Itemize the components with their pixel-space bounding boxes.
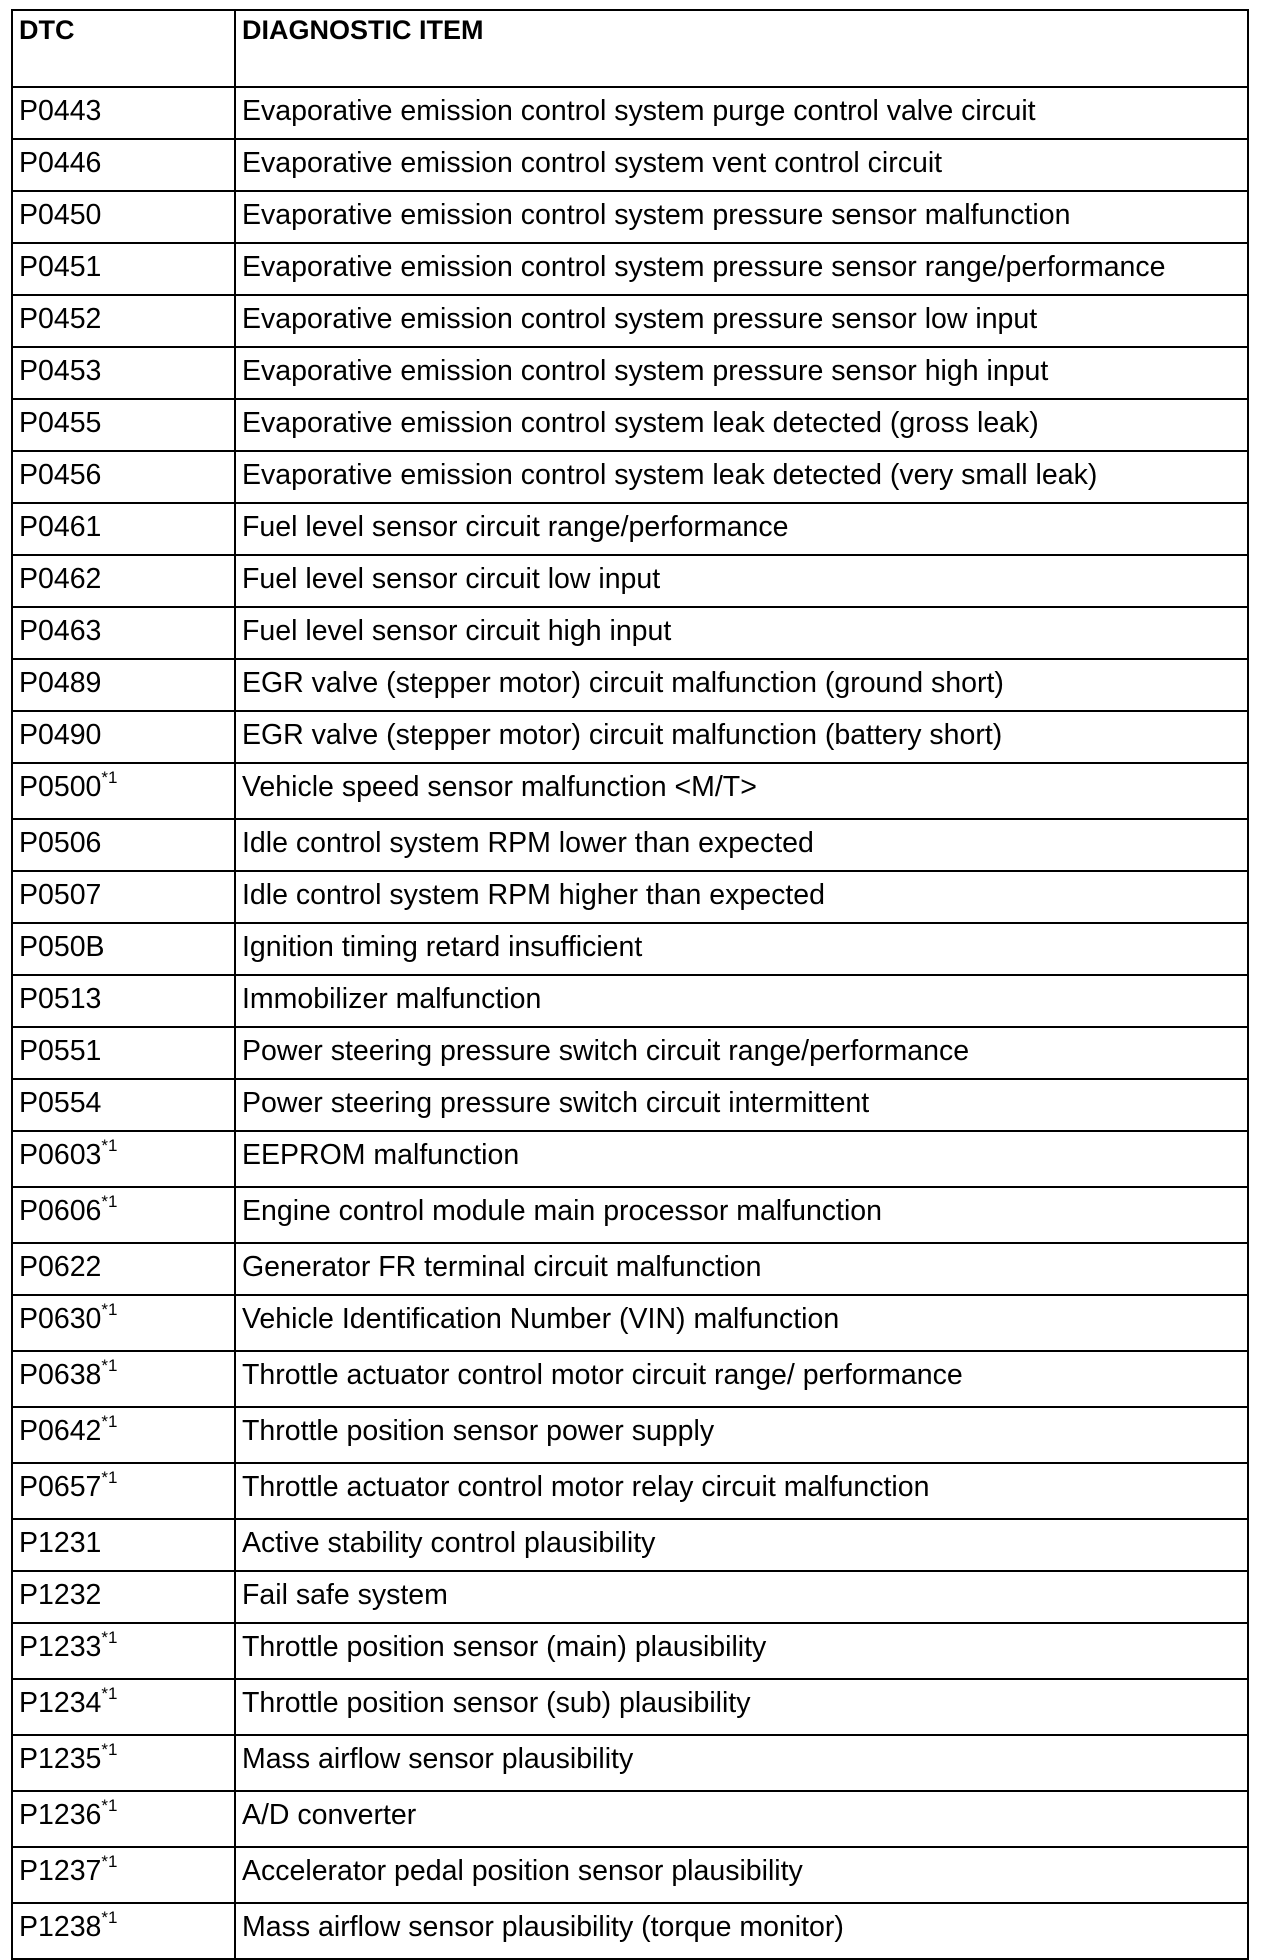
- dtc-code-cell: [12, 451, 235, 503]
- dtc-code-cell: [12, 1407, 235, 1463]
- dtc-code-cell: [12, 819, 235, 871]
- dtc-code: P0452: [19, 303, 102, 335]
- table-row: [12, 243, 1248, 295]
- table-row: [12, 711, 1248, 763]
- dtc-code: P0507: [19, 879, 102, 911]
- table-row: [12, 555, 1248, 607]
- dtc-code-cell: [12, 139, 235, 191]
- dtc-code-cell: [12, 1243, 235, 1295]
- dtc-code-cell: [12, 1463, 235, 1519]
- dtc-code: P0490: [19, 719, 102, 751]
- dtc-code: P1238: [19, 1911, 102, 1943]
- dtc-code-cell: [12, 975, 235, 1027]
- dtc-code: P1237: [19, 1855, 102, 1887]
- diagnostic-item-cell: Evaporative emission control system purge control valve circuit: [235, 87, 1248, 139]
- dtc-code-cell: [12, 1735, 235, 1791]
- dtc-table: [11, 9, 1249, 1960]
- dtc-code: P0446: [19, 147, 102, 179]
- table-row: [12, 659, 1248, 711]
- diagnostic-item-cell: Power steering pressure switch circuit intermittent: [235, 1079, 1248, 1131]
- table-row: [12, 871, 1248, 923]
- table-row: [12, 1463, 1248, 1519]
- footnote-marker: *1: [101, 1852, 118, 1871]
- footnote-marker: *1: [101, 1468, 118, 1487]
- dtc-code-cell: [12, 871, 235, 923]
- dtc-code: P0657: [19, 1471, 102, 1503]
- dtc-code: P1236: [19, 1799, 102, 1831]
- dtc-code: P0450: [19, 199, 102, 231]
- dtc-code-cell: [12, 1295, 235, 1351]
- dtc-code: P1233: [19, 1631, 102, 1663]
- diagnostic-item-cell: Fail safe system: [235, 1571, 1248, 1623]
- diagnostic-item-cell: Throttle actuator control motor relay circuit malfunction: [235, 1463, 1248, 1519]
- dtc-code: P0551: [19, 1035, 102, 1067]
- dtc-code-cell: [12, 1079, 235, 1131]
- footnote-marker: *1: [101, 1740, 118, 1759]
- diagnostic-item-cell: Fuel level sensor circuit low input: [235, 555, 1248, 607]
- table-row: [12, 347, 1248, 399]
- dtc-code-cell: [12, 763, 235, 819]
- dtc-code-cell: [12, 347, 235, 399]
- dtc-code-cell: [12, 295, 235, 347]
- diagnostic-item-cell: Power steering pressure switch circuit range/performance: [235, 1027, 1248, 1079]
- diagnostic-item-cell: Mass airflow sensor plausibility: [235, 1735, 1248, 1791]
- dtc-code: P0642: [19, 1415, 102, 1447]
- dtc-code: P0506: [19, 827, 102, 859]
- dtc-code: P0443: [19, 95, 102, 127]
- dtc-code: P0622: [19, 1251, 102, 1283]
- table-row: [12, 1187, 1248, 1243]
- dtc-code-cell: [12, 1351, 235, 1407]
- diagnostic-item-cell: EEPROM malfunction: [235, 1131, 1248, 1187]
- table-row: [12, 1243, 1248, 1295]
- diagnostic-item-cell: Evaporative emission control system vent control circuit: [235, 139, 1248, 191]
- dtc-code-cell: [12, 243, 235, 295]
- footnote-marker: *1: [101, 1412, 118, 1431]
- table-row: [12, 1027, 1248, 1079]
- table-row: [12, 1351, 1248, 1407]
- dtc-code: P0606: [19, 1195, 102, 1227]
- table-row: [12, 1571, 1248, 1623]
- table-row: [12, 451, 1248, 503]
- dtc-code: P0513: [19, 983, 102, 1015]
- dtc-code-cell: [12, 659, 235, 711]
- diagnostic-item-cell: Generator FR terminal circuit malfunction: [235, 1243, 1248, 1295]
- footnote-marker: *1: [101, 1136, 118, 1155]
- table-body: [12, 87, 1248, 1959]
- diagnostic-item-cell: Evaporative emission control system leak detected (gross leak): [235, 399, 1248, 451]
- diagnostic-item-cell: Active stability control plausibility: [235, 1519, 1248, 1571]
- table-row: [12, 1519, 1248, 1571]
- footnote-marker: *1: [101, 1908, 118, 1927]
- table-row: [12, 1079, 1248, 1131]
- table-row: [12, 87, 1248, 139]
- dtc-code: P1231: [19, 1527, 102, 1559]
- dtc-code-cell: [12, 1131, 235, 1187]
- dtc-code: P0462: [19, 563, 102, 595]
- dtc-code-cell: [12, 1847, 235, 1903]
- table-row: [12, 1295, 1248, 1351]
- diagnostic-item-cell: Throttle position sensor (main) plausibility: [235, 1623, 1248, 1679]
- dtc-code-cell: [12, 191, 235, 243]
- diagnostic-item-cell: Accelerator pedal position sensor plausibility: [235, 1847, 1248, 1903]
- diagnostic-item-cell: Ignition timing retard insufficient: [235, 923, 1248, 975]
- footnote-marker: *1: [101, 1796, 118, 1815]
- diagnostic-item-cell: Evaporative emission control system pressure sensor range/performance: [235, 243, 1248, 295]
- table-row: [12, 1131, 1248, 1187]
- footnote-marker: *1: [101, 1300, 118, 1319]
- footnote-marker: *1: [101, 1356, 118, 1375]
- diagnostic-item-cell: Throttle position sensor (sub) plausibility: [235, 1679, 1248, 1735]
- dtc-column-header: DTC: [12, 10, 235, 87]
- dtc-code-cell: [12, 399, 235, 451]
- dtc-code: P0456: [19, 459, 102, 491]
- diagnostic-item-cell: Fuel level sensor circuit high input: [235, 607, 1248, 659]
- diagnostic-item-column-header: DIAGNOSTIC ITEM: [235, 10, 1248, 87]
- dtc-code: P0603: [19, 1139, 102, 1171]
- footnote-marker: *1: [101, 1684, 118, 1703]
- dtc-code-cell: [12, 711, 235, 763]
- dtc-code-cell: [12, 1903, 235, 1959]
- dtc-code-cell: [12, 1027, 235, 1079]
- table-row: [12, 1407, 1248, 1463]
- footnote-marker: *1: [101, 1628, 118, 1647]
- dtc-code: P050B: [19, 931, 105, 963]
- diagnostic-item-cell: Evaporative emission control system pressure sensor malfunction: [235, 191, 1248, 243]
- dtc-code: P0630: [19, 1303, 102, 1335]
- diagnostic-item-cell: Vehicle speed sensor malfunction <M/T>: [235, 763, 1248, 819]
- dtc-code-cell: [12, 1679, 235, 1735]
- diagnostic-item-cell: Throttle actuator control motor circuit range/ performance: [235, 1351, 1248, 1407]
- diagnostic-item-cell: Evaporative emission control system pressure sensor high input: [235, 347, 1248, 399]
- dtc-code: P0638: [19, 1359, 102, 1391]
- table-row: [12, 1679, 1248, 1735]
- table-row: [12, 763, 1248, 819]
- table-row: [12, 1847, 1248, 1903]
- footnote-marker: *1: [101, 768, 118, 787]
- dtc-code: P0461: [19, 511, 102, 543]
- dtc-code-cell: [12, 503, 235, 555]
- diagnostic-item-cell: Fuel level sensor circuit range/performance: [235, 503, 1248, 555]
- table-row: [12, 975, 1248, 1027]
- diagnostic-item-cell: Idle control system RPM higher than expected: [235, 871, 1248, 923]
- dtc-code-cell: [12, 923, 235, 975]
- diagnostic-item-cell: EGR valve (stepper motor) circuit malfunction (battery short): [235, 711, 1248, 763]
- dtc-code-cell: [12, 1571, 235, 1623]
- table-row: [12, 1623, 1248, 1679]
- table-row: [12, 139, 1248, 191]
- dtc-code: P1234: [19, 1687, 102, 1719]
- diagnostic-item-cell: Immobilizer malfunction: [235, 975, 1248, 1027]
- table-row: [12, 1735, 1248, 1791]
- table-row: [12, 399, 1248, 451]
- diagnostic-item-cell: Idle control system RPM lower than expected: [235, 819, 1248, 871]
- dtc-code: P1232: [19, 1579, 102, 1611]
- footnote-marker: *1: [101, 1192, 118, 1211]
- diagnostic-item-cell: Evaporative emission control system leak detected (very small leak): [235, 451, 1248, 503]
- table-row: [12, 191, 1248, 243]
- dtc-code: P0455: [19, 407, 102, 439]
- dtc-code-cell: [12, 1623, 235, 1679]
- table-row: [12, 923, 1248, 975]
- table-row: [12, 295, 1248, 347]
- diagnostic-item-cell: EGR valve (stepper motor) circuit malfunction (ground short): [235, 659, 1248, 711]
- dtc-code-cell: [12, 1791, 235, 1847]
- table-row: [12, 819, 1248, 871]
- dtc-code: P0451: [19, 251, 102, 283]
- diagnostic-item-cell: Evaporative emission control system pressure sensor low input: [235, 295, 1248, 347]
- dtc-code-cell: [12, 87, 235, 139]
- table-header-row: [12, 10, 1248, 87]
- diagnostic-item-cell: Throttle position sensor power supply: [235, 1407, 1248, 1463]
- diagnostic-item-cell: Engine control module main processor malfunction: [235, 1187, 1248, 1243]
- table-row: [12, 607, 1248, 659]
- dtc-code: P0554: [19, 1087, 102, 1119]
- dtc-code: P0463: [19, 615, 102, 647]
- dtc-code: P1235: [19, 1743, 102, 1775]
- diagnostic-item-cell: Vehicle Identification Number (VIN) malfunction: [235, 1295, 1248, 1351]
- diagnostic-item-cell: A/D converter: [235, 1791, 1248, 1847]
- dtc-code-cell: [12, 555, 235, 607]
- dtc-code-cell: [12, 1187, 235, 1243]
- dtc-code-cell: [12, 607, 235, 659]
- dtc-code: P0453: [19, 355, 102, 387]
- table-row: [12, 503, 1248, 555]
- dtc-code: P0500: [19, 771, 102, 803]
- dtc-code: P0489: [19, 667, 102, 699]
- diagnostic-item-cell: Mass airflow sensor plausibility (torque monitor): [235, 1903, 1248, 1959]
- dtc-code-cell: [12, 1519, 235, 1571]
- table-row: [12, 1791, 1248, 1847]
- table-row: [12, 1903, 1248, 1959]
